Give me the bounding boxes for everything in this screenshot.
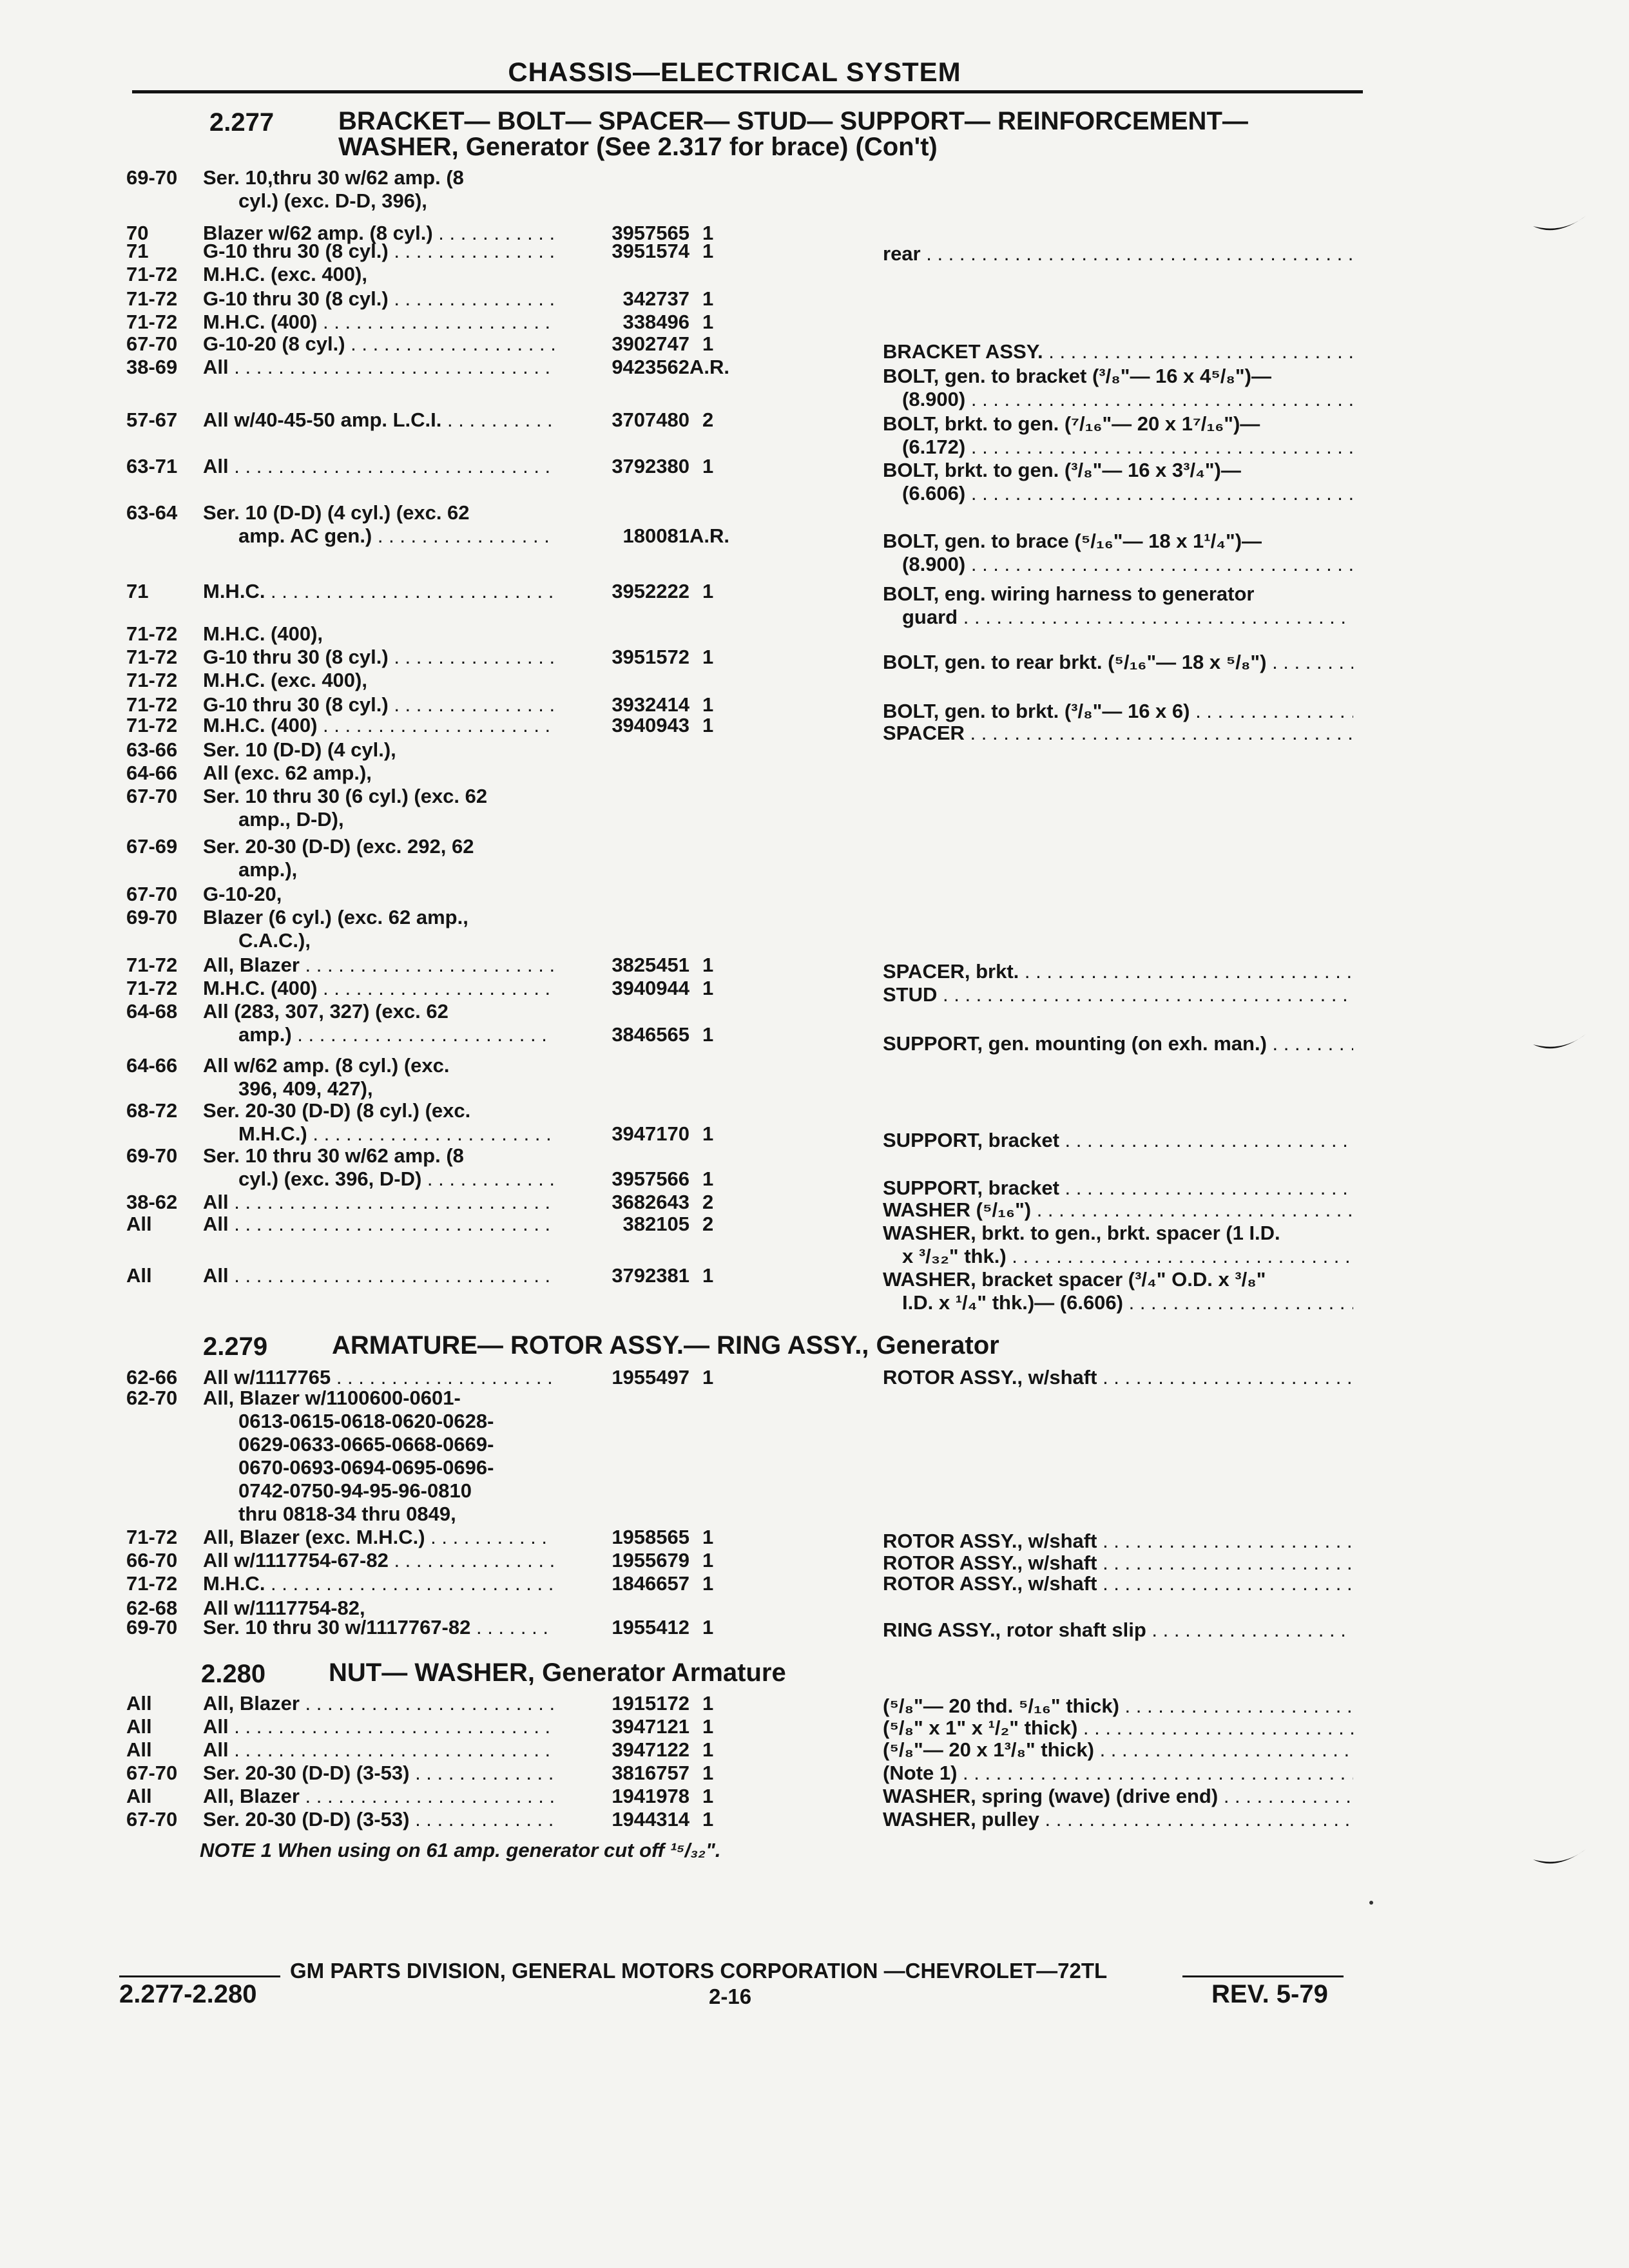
year-range: 64-68 [126,1000,178,1023]
year-range: 71 [126,580,149,602]
year-range: 62-68 [126,1597,178,1619]
application-line: M.H.C. (400), [203,622,323,645]
part-number: 1955679 [612,1549,689,1571]
footer-rule-left [119,1975,280,1977]
application [203,1762,554,1785]
application-line: Blazer w/62 amp. (8 cyl.) . . . [203,222,554,245]
application-line: All, Blazer (exc. M.H.C.) . . . [203,1526,554,1549]
application [203,356,554,379]
application-line: All w/1117765 . . . [203,1366,554,1389]
part-number: 3792381 [612,1264,689,1287]
part-description [883,700,1353,723]
part-description [883,530,1353,576]
quantity: 1 [702,455,714,477]
part-number: 3902747 [612,332,689,355]
part-description [883,1738,1353,1762]
quantity: 1 [702,1692,714,1715]
application-line: G-10-20 (8 cyl.) . . . [203,332,554,356]
part-description [883,651,1353,674]
quantity: 1 [702,311,714,333]
year-range: 67-70 [126,785,178,807]
year-range: 68-72 [126,1099,178,1122]
application [203,1366,554,1389]
application-line: G-10 thru 30 (8 cyl.) . . . [203,287,554,311]
description-line: BOLT, gen. to brkt. (³/₈"— 16 x 6) . . . [883,700,1353,723]
part-number: 3940943 [612,714,689,736]
quantity: 1 [702,287,714,310]
year-range: 67-70 [126,1762,178,1784]
application-line: All w/62 amp. (8 cyl.) (exc. [203,1054,450,1077]
quantity: 1 [702,1785,714,1807]
quantity: 1 [702,1526,714,1548]
year-range: All [126,1692,152,1715]
application-line: 0629-0633-0665-0668-0669- [238,1433,494,1456]
year-range: 62-70 [126,1387,178,1409]
description-line: ROTOR ASSY., w/shaft . . . [883,1552,1353,1575]
quantity: 1 [702,240,714,262]
description-line: BOLT, gen. to brace (⁵/₁₆"— 18 x 1¹/₄")— [883,530,1262,552]
year-range: 62-66 [126,1366,178,1389]
application-line: 0742-0750-94-95-96-0810 [238,1479,472,1502]
application-line: All w/1117754-82, [203,1597,365,1619]
application-line: All, Blazer . . . [203,1785,554,1808]
application-line: amp.) . . . [203,1023,554,1046]
application-line: All . . . [203,1191,554,1214]
application-line: 0613-0615-0618-0620-0628- [238,1410,494,1432]
part-number: 3947121 [612,1715,689,1738]
section-number-2-277: 2.277 [209,108,275,137]
application [203,1000,554,1046]
quantity: 1 [702,1762,714,1784]
year-range: 71-72 [126,669,178,691]
application-line: All . . . [203,1738,554,1762]
application-line: Ser. 20-30 (D-D) (exc. 292, 62 [203,835,474,858]
application [203,693,554,716]
application-line: M.H.C. (400) . . . [203,977,554,1000]
part-number: 1915172 [612,1692,689,1715]
application-line: amp. AC gen.) . . . [203,524,554,548]
description-line: WASHER, brkt. to gen., brkt. spacer (1 I.D. [883,1222,1280,1244]
description-line: WASHER, bracket spacer (³/₄" O.D. x ³/₈" [883,1268,1266,1291]
application [203,240,554,263]
quantity: 1 [702,977,714,999]
application-line: M.H.C.) . . . [203,1122,554,1146]
application [203,785,554,831]
part-number: 3957566 [612,1168,689,1190]
year-range: 64-66 [126,762,178,784]
year-range: 67-70 [126,883,178,905]
application [203,1387,554,1526]
application-line: All, Blazer w/1100600-0601- [203,1387,461,1409]
application [203,1099,554,1146]
description-line: BOLT, brkt. to gen. (⁷/₁₆"— 20 x 1⁷/₁₆")— [883,412,1260,435]
year-range: All [126,1738,152,1761]
part-number: 3825451 [612,954,689,976]
application-line: amp., D-D), [238,808,344,831]
part-number: 1958565 [612,1526,689,1548]
application-line: Ser. 10,thru 30 w/62 amp. (8 [203,166,464,189]
application [203,501,554,548]
application-line: 0670-0693-0694-0695-0696- [238,1456,494,1479]
note-1: NOTE 1 When using on 61 amp. generator cut off ¹⁵/₃₂". [200,1839,721,1861]
year-range: All [126,1213,152,1235]
section-title-2-280: NUT— WASHER, Generator Armature [329,1658,786,1687]
application-line: Ser. 10 thru 30 w/1117767-82 . . . [203,1616,554,1639]
part-number: 382105 [622,1213,689,1235]
application-line: G-10 thru 30 (8 cyl.) . . . [203,240,554,263]
description-line: SUPPORT, gen. mounting (on exh. man.) . . . [883,1032,1353,1055]
description-line: (⁵/₈"— 20 thd. ⁵/₁₆" thick) . . . [883,1695,1353,1718]
application [203,166,554,213]
description-line: (6.172) . . . [883,436,1353,459]
part-number: 180081 [622,524,689,547]
speck [1369,1901,1373,1905]
year-range: 71-72 [126,646,178,668]
application-line: Ser. 20-30 (D-D) (3-53) . . . [203,1762,554,1785]
application-line: Ser. 20-30 (D-D) (3-53) . . . [203,1808,554,1831]
part-description [883,582,1353,629]
part-number: 1846657 [612,1572,689,1595]
quantity: 1 [702,1808,714,1831]
part-description [883,1785,1353,1808]
part-description [883,983,1353,1006]
part-description [883,1032,1353,1055]
quantity: 1 [702,1616,714,1639]
application [203,646,554,669]
quantity: 1 [702,1122,714,1145]
section-number-2-280: 2.280 [201,1660,266,1688]
application-line: M.H.C. . . . [203,580,554,603]
description-line: x ³/₃₂" thk.) . . . [883,1245,1353,1268]
quantity: 1 [702,1738,714,1761]
section-range: 2.277-2.280 [119,1980,257,2008]
year-range: All [126,1715,152,1738]
application [203,835,554,881]
application-line: All w/40-45-50 amp. L.C.I. . . . [203,408,554,432]
application [203,1191,554,1214]
application-line: All, Blazer . . . [203,1692,554,1715]
application-line: cyl.) (exc. 396, D-D) . . . [203,1168,554,1191]
application-line: All, Blazer . . . [203,954,554,977]
part-number: 3947122 [612,1738,689,1761]
header-rule [132,90,1363,93]
year-range: 67-70 [126,1808,178,1831]
application [203,1616,554,1639]
part-description [883,1572,1353,1595]
quantity: A.R. [689,524,729,547]
quantity: 1 [702,1366,714,1389]
description-line: rear . . . [883,242,1353,265]
application [203,906,554,952]
part-description [883,365,1353,411]
application-line: All . . . [203,1264,554,1287]
description-line: (Note 1) . . . [883,1762,1353,1785]
description-line: (⁵/₈" x 1" x ¹/₂" thick) . . . [883,1716,1353,1740]
year-range: 70 [126,222,149,244]
part-description [883,1366,1353,1389]
year-range: 63-71 [126,455,178,477]
year-range: 69-70 [126,906,178,928]
description-line: RING ASSY., rotor shaft slip . . . [883,1619,1353,1642]
part-number: 3957565 [612,222,689,244]
part-number: 1955412 [612,1616,689,1639]
application [203,883,554,906]
application-line: All w/1117754-67-82 . . . [203,1549,554,1572]
part-number: 3816757 [612,1762,689,1784]
part-description [883,722,1353,745]
section-title-2-279: ARMATURE— ROTOR ASSY.— RING ASSY., Generator [332,1331,999,1360]
part-number: 3932414 [612,693,689,716]
description-line: SPACER . . . [883,722,1353,745]
year-range: 71-72 [126,714,178,736]
application-line: Ser. 10 thru 30 (6 cyl.) (exc. 62 [203,785,488,807]
application [203,1264,554,1287]
quantity: 1 [702,1264,714,1287]
year-range: 57-67 [126,408,178,431]
application-line: All . . . [203,455,554,478]
application-line: Ser. 10 thru 30 w/62 amp. (8 [203,1144,464,1167]
year-range: 71-72 [126,287,178,310]
application [203,1144,554,1191]
section-title-2-277-line-1: BRACKET— BOLT— SPACER— STUD— SUPPORT— REINFORCEMENT— [338,107,1248,135]
quantity: 2 [702,1213,714,1235]
description-line: guard . . . [883,606,1353,629]
application-line: thru 0818-34 thru 0849, [238,1503,456,1525]
year-range: 71-72 [126,311,178,333]
application-line: All (283, 307, 327) (exc. 62 [203,1000,448,1023]
part-number: 1941978 [612,1785,689,1807]
quantity: 2 [702,1191,714,1213]
description-line: ROTOR ASSY., w/shaft . . . [883,1530,1353,1553]
year-range: 64-66 [126,1054,178,1077]
year-range: 69-70 [126,1616,178,1639]
application [203,580,554,603]
year-range: 71-72 [126,1572,178,1595]
application [203,1715,554,1738]
year-range: 38-62 [126,1191,178,1213]
description-line: ROTOR ASSY., w/shaft . . . [883,1572,1353,1595]
year-range: 71-72 [126,263,178,285]
application [203,669,554,692]
part-description [883,1619,1353,1642]
quantity: 1 [702,1168,714,1190]
binder-mark-middle [1530,1028,1588,1060]
part-number: 338496 [622,311,689,333]
part-number: 1944314 [612,1808,689,1831]
application-line: Ser. 20-30 (D-D) (8 cyl.) (exc. [203,1099,471,1122]
description-line: BOLT, gen. to rear brkt. (⁵/₁₆"— 18 x ⁵/₈") . . . [883,651,1353,674]
application [203,408,554,432]
year-range: 69-70 [126,1144,178,1167]
application-line: amp.), [238,858,298,881]
application-line: All . . . [203,1213,554,1236]
application [203,738,554,762]
description-line: BOLT, eng. wiring harness to generator [883,582,1255,605]
description-line: WASHER, pulley . . . [883,1808,1353,1831]
quantity: 1 [702,1549,714,1571]
year-range: 71 [126,240,149,262]
application [203,332,554,356]
part-description [883,412,1353,459]
quantity: 1 [702,1715,714,1738]
application [203,1572,554,1595]
footer-rule-right [1182,1975,1344,1977]
part-number: 3792380 [612,455,689,477]
application-line: G-10 thru 30 (8 cyl.) . . . [203,646,554,669]
part-description [883,1552,1353,1575]
part-number: 3952222 [612,580,689,602]
part-description [883,1177,1353,1200]
year-range: 63-64 [126,501,178,524]
application-line: Blazer (6 cyl.) (exc. 62 amp., [203,906,468,928]
year-range: 69-70 [126,166,178,189]
part-number: 1955497 [612,1366,689,1389]
application [203,287,554,311]
description-line: (8.900) . . . [883,553,1353,576]
application [203,1738,554,1762]
part-description [883,1808,1353,1831]
year-range: 67-69 [126,835,178,858]
year-range: All [126,1785,152,1807]
application-line: C.A.C.), [238,929,311,952]
application-line: All (exc. 62 amp.), [203,762,372,784]
quantity: 2 [702,408,714,431]
quantity: A.R. [689,356,729,378]
part-number: 3707480 [612,408,689,431]
application-line: Ser. 10 (D-D) (4 cyl.), [203,738,396,761]
binder-mark-top [1530,209,1588,242]
description-line: SUPPORT, bracket . . . [883,1177,1353,1200]
description-line: SUPPORT, bracket . . . [883,1129,1353,1152]
quantity: 1 [702,222,714,244]
application-line: All . . . [203,356,554,379]
application [203,714,554,737]
part-description [883,1762,1353,1785]
quantity: 1 [702,954,714,976]
application-line: M.H.C. (400) . . . [203,714,554,737]
year-range: 63-66 [126,738,178,761]
part-description [883,459,1353,505]
section-title-2-277-line-2: WASHER, Generator (See 2.317 for brace) (Con't) [338,133,938,161]
part-description [883,1198,1353,1222]
year-range: 71-72 [126,622,178,645]
description-line: BRACKET ASSY. . . . [883,340,1353,363]
quantity: 1 [702,714,714,736]
description-line: ROTOR ASSY., w/shaft . . . [883,1366,1353,1389]
section-number-2-279: 2.279 [203,1332,268,1361]
application-line: 396, 409, 427), [238,1077,373,1100]
part-number: 3951574 [612,240,689,262]
part-description [883,1716,1353,1740]
part-description [883,1530,1353,1553]
quantity: 1 [702,1572,714,1595]
part-description [883,1222,1353,1268]
application-line: M.H.C. (400) . . . [203,311,554,334]
year-range: 71-72 [126,693,178,716]
part-description [883,242,1353,265]
application [203,977,554,1000]
part-number: 9423562 [612,356,689,378]
part-number: 3846565 [612,1023,689,1046]
part-description [883,960,1353,983]
quantity: 1 [702,646,714,668]
part-number: 3951572 [612,646,689,668]
year-range: 71-72 [126,954,178,976]
application [203,622,554,646]
application-line: G-10-20, [203,883,282,905]
application-line: G-10 thru 30 (8 cyl.) . . . [203,693,554,716]
quantity: 1 [702,693,714,716]
description-line: WASHER, spring (wave) (drive end) . . . [883,1785,1353,1808]
application [203,455,554,478]
year-range: 71-72 [126,1526,178,1548]
year-range: 67-70 [126,332,178,355]
part-number: 3940944 [612,977,689,999]
description-line: (⁵/₈"— 20 x 1³/₈" thick) . . . [883,1738,1353,1762]
year-range: 38-69 [126,356,178,378]
description-line: BOLT, gen. to bracket (³/₈"— 16 x 4⁵/₈")— [883,365,1271,387]
description-line: (8.900) . . . [883,388,1353,411]
application-line: M.H.C. . . . [203,1572,554,1595]
part-number: 3947170 [612,1122,689,1145]
description-line: I.D. x ¹/₄" thk.)— (6.606) . . . [883,1291,1353,1314]
application [203,1526,554,1549]
year-range: 66-70 [126,1549,178,1571]
application-line: cyl.) (exc. D-D, 396), [238,189,427,212]
quantity: 1 [702,332,714,355]
revision: REV. 5-79 [1211,1980,1328,2008]
application [203,1785,554,1808]
quantity: 1 [702,580,714,602]
footer-text: GM PARTS DIVISION, GENERAL MOTORS CORPORATION —CHEVROLET—72TL [290,1959,1108,1983]
description-line: BOLT, brkt. to gen. (³/₈"— 16 x 3³/₄")— [883,459,1241,481]
application [203,1692,554,1715]
part-description [883,1129,1353,1152]
application [203,762,554,785]
page-number: 2-16 [709,1984,752,2008]
application [203,1549,554,1572]
application [203,1808,554,1831]
description-line: WASHER (⁵/₁₆") . . . [883,1198,1353,1222]
part-description [883,1268,1353,1314]
part-description [883,1695,1353,1718]
year-range: All [126,1264,152,1287]
application [203,1213,554,1236]
application [203,954,554,977]
application-line: Ser. 10 (D-D) (4 cyl.) (exc. 62 [203,501,470,524]
part-number: 342737 [622,287,689,310]
year-range: 71-72 [126,977,178,999]
application [203,311,554,334]
description-line: STUD . . . [883,983,1353,1006]
description-line: SPACER, brkt. . . . [883,960,1353,983]
part-description [883,340,1353,363]
page-title: CHASSIS—ELECTRICAL SYSTEM [508,57,961,87]
application-line: M.H.C. (exc. 400), [203,263,367,285]
quantity: 1 [702,1023,714,1046]
part-number: 3682643 [612,1191,689,1213]
application-line: All . . . [203,1715,554,1738]
description-line: (6.606) . . . [883,482,1353,505]
application [203,263,554,286]
application-line: M.H.C. (exc. 400), [203,669,367,691]
binder-mark-bottom [1530,1843,1588,1875]
application [203,1054,554,1100]
